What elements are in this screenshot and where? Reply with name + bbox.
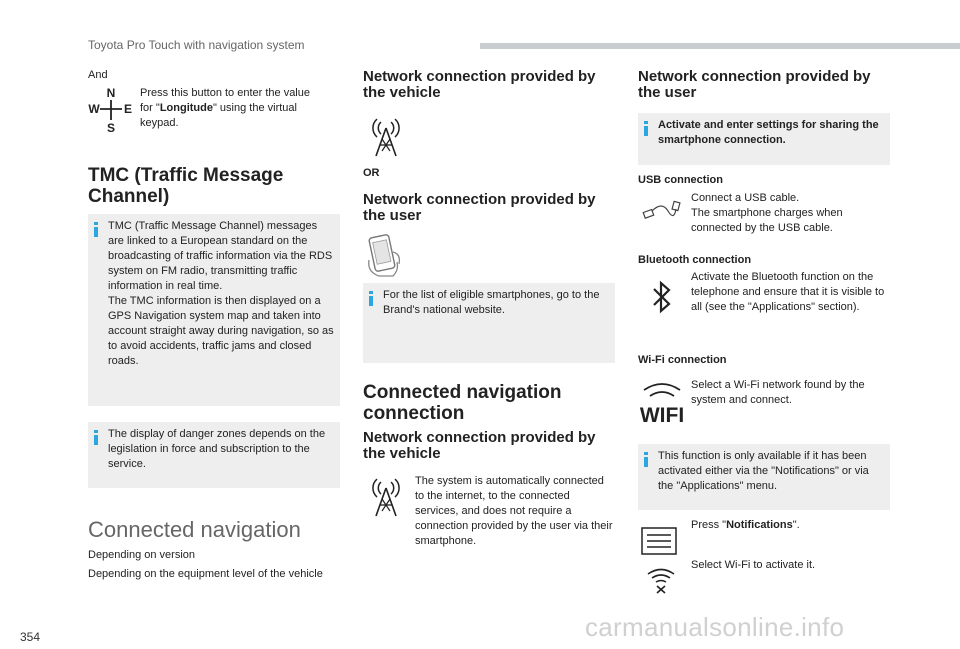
tmc-info-text-2: The TMC information is then displayed on a GPS Navigation system map and taken into account straight away during navigation, so as to avoid accidents, traffic jams and closed roads. [108, 295, 334, 367]
smartphone-hand-icon [363, 232, 411, 280]
user-connection-heading-col3: Network connection provided by the user [638, 68, 871, 101]
connected-navigation-connection-heading: Connected navigation connection [363, 382, 562, 424]
usb-cable-icon [642, 197, 682, 225]
press-notifications-text: Press "Notifications". [691, 519, 800, 531]
watermark: carmanualsonline.info [585, 612, 845, 642]
notifications-list-icon [641, 527, 679, 555]
bluetooth-icon [650, 280, 674, 314]
function-info-box [638, 444, 890, 510]
tmc-info-text-1: TMC (Traffic Message Channel) messages are linked to a European standard on the broadcasting of traffic information via the RDS system on FM radio, transmitting traffic information in real time. [108, 220, 333, 292]
wifi-text: Select a Wi-Fi network found by the system and connect. [691, 379, 865, 406]
bluetooth-label: Bluetooth connection [638, 254, 752, 266]
bluetooth-text: Activate the Bluetooth function on the telephone and ensure that it is visible to all (see the "Applications" section). [691, 271, 885, 313]
sharing-info-text: Activate and enter settings for sharing the smartphone connection. [658, 119, 879, 146]
sharing-info-box [638, 113, 890, 165]
compass-s: S [106, 121, 116, 134]
function-info-text: This function is only available if it has been activated either via the "Notifications" or via the "Applications" menu. [658, 450, 869, 492]
tmc-info-box [88, 214, 340, 406]
info-icon [644, 121, 648, 135]
antenna-icon [368, 116, 404, 158]
smartphones-info-text: For the list of eligible smartphones, go to the Brand's national website. [383, 289, 600, 316]
usb-text: Connect a USB cable. The smartphone charges when connected by the USB cable. [691, 192, 843, 234]
wifi-logo-text: WIFI [640, 404, 684, 426]
compass-icon [88, 86, 134, 134]
or-label: OR [363, 167, 380, 179]
compass-e: E [123, 102, 133, 116]
connected-navigation-heading: Connected navigation [88, 517, 301, 542]
danger-info-box [88, 422, 340, 488]
header-bar [480, 43, 960, 49]
usb-label: USB connection [638, 174, 723, 186]
user-connection-heading: Network connection provided by the user [363, 191, 596, 224]
page-number: 354 [20, 630, 41, 644]
info-icon [94, 222, 98, 236]
equipment-text: Depending on the equipment level of the vehicle [88, 568, 323, 580]
wifi-label: Wi-Fi connection [638, 354, 727, 366]
smartphones-info-box [363, 283, 615, 363]
compass-w: W [88, 102, 100, 116]
info-icon [644, 452, 648, 466]
vehicle-connection-heading-2: Network connection provided by the vehicle [363, 429, 596, 462]
wifi-logo-icon [640, 380, 684, 426]
info-icon [94, 430, 98, 444]
wifi-settings-icon [646, 566, 676, 594]
longitude-text: Press this button to enter the value for "Longitude" using the virtual keypad. [140, 87, 310, 129]
tmc-heading: TMC (Traffic Message Channel) [88, 165, 284, 207]
and-label: And [88, 69, 108, 81]
antenna-icon [368, 476, 404, 518]
auto-connect-text: The system is automatically connected to the internet, to the connected services, and does not require a connection provided by the user via their smartphone. [415, 475, 613, 547]
header-title: Toyota Pro Touch with navigation system [88, 38, 305, 52]
select-wifi-text: Select Wi-Fi to activate it. [691, 559, 816, 571]
danger-info-text: The display of danger zones depends on the legislation in force and subscription to the service. [108, 428, 326, 470]
vehicle-connection-heading: Network connection provided by the vehicle [363, 68, 596, 101]
info-icon [369, 291, 373, 305]
version-text: Depending on version [88, 549, 196, 561]
compass-n: N [106, 86, 116, 100]
